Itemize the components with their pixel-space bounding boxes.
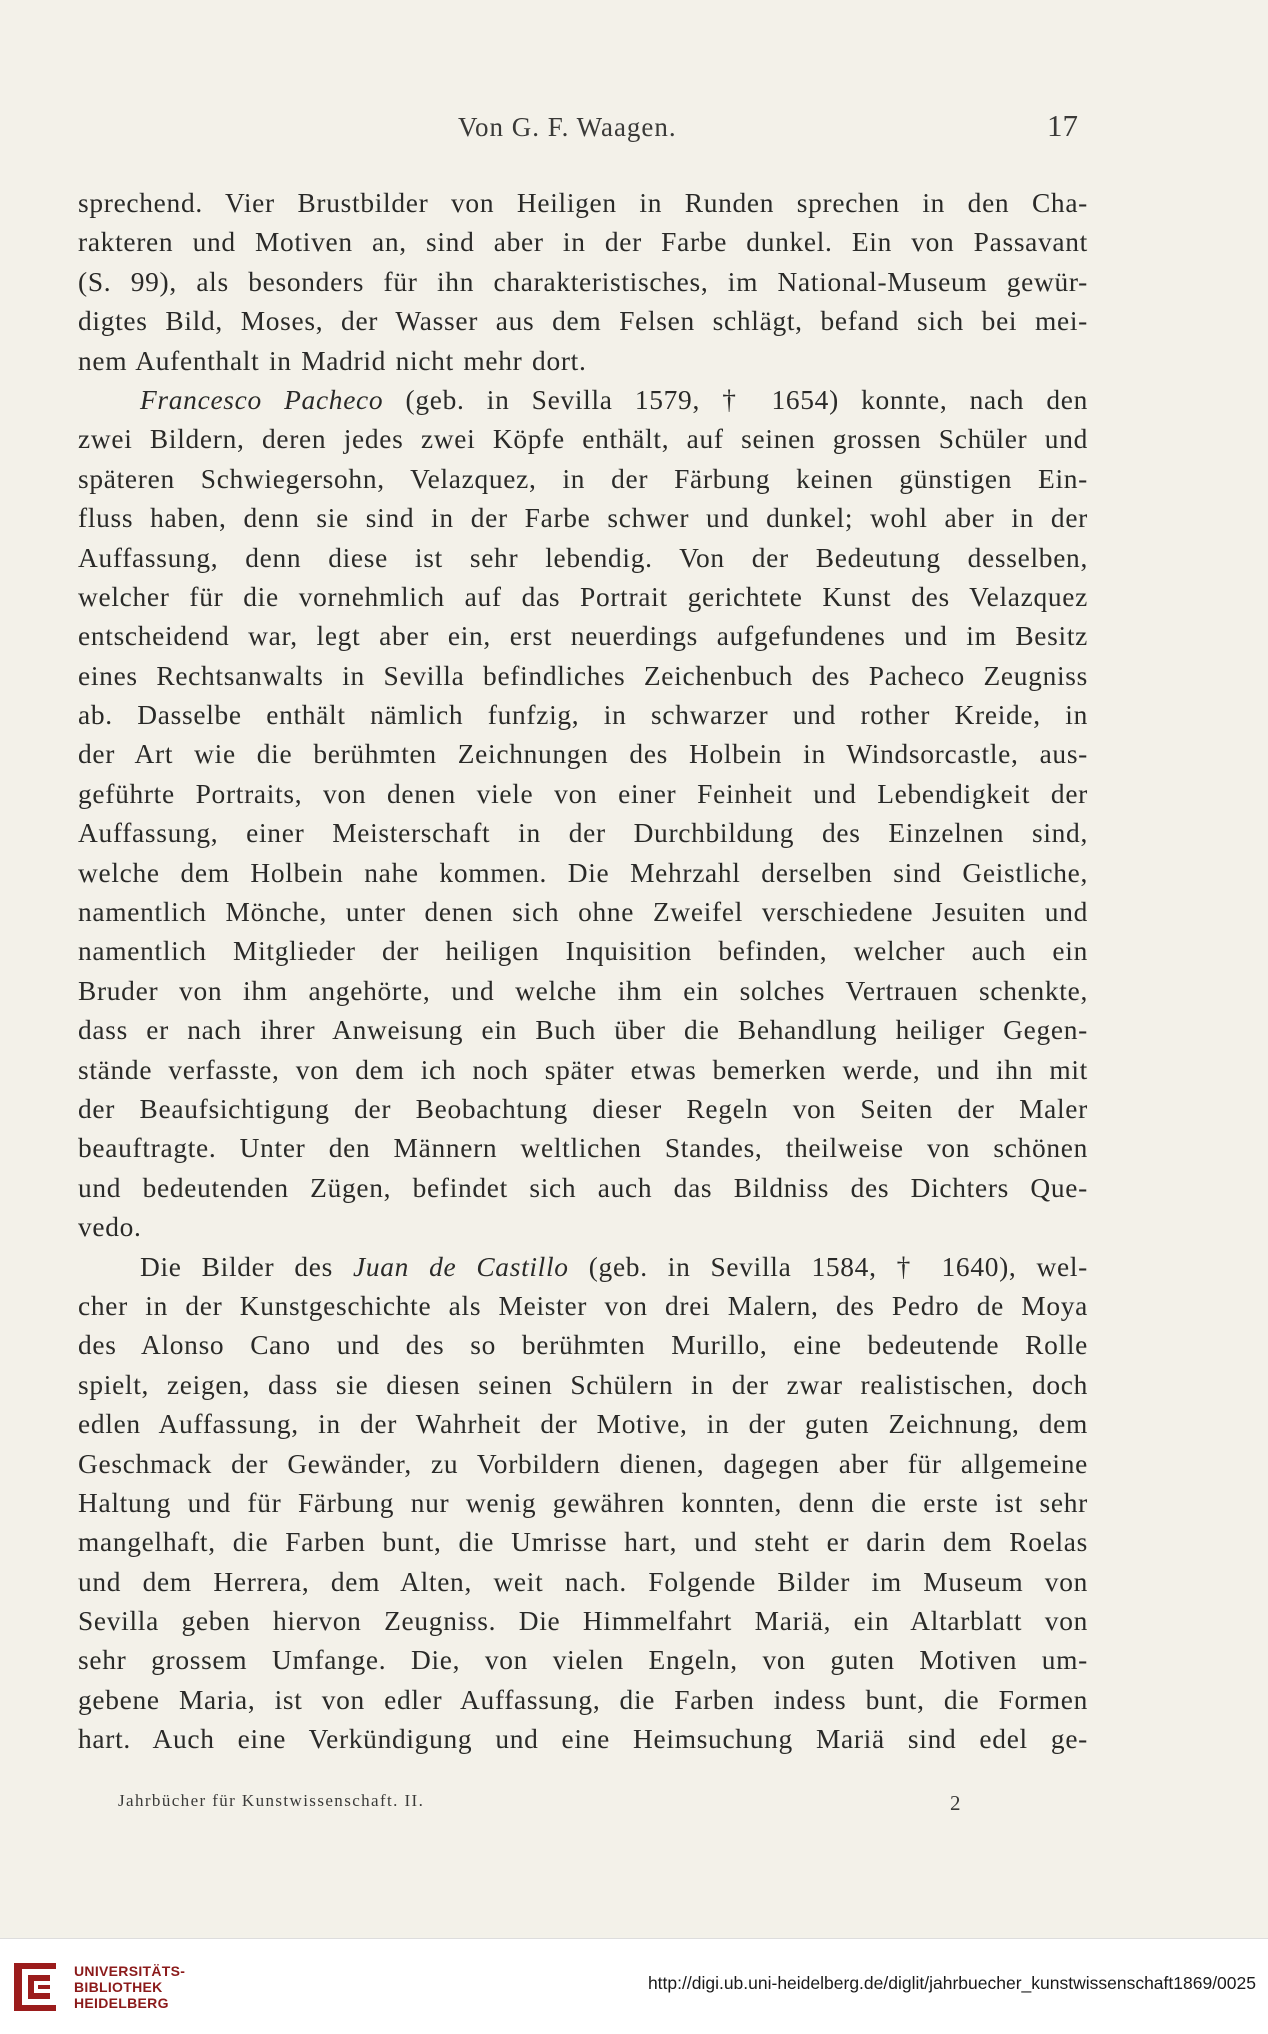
page-number: 17 [1047, 108, 1078, 143]
text-line: eines Rechtsanwalts in Sevilla befindliches Zeichenbuch des Pacheco Zeugniss [78, 660, 1088, 691]
text-line: entscheidend war, legt aber ein, erst neuerdings aufgefundenes und im Besitz [78, 621, 1088, 652]
text-line: Sevilla geben hiervon Zeugniss. Die Himmelfahrt Mariä, ein Altarblatt von [78, 1606, 1088, 1637]
text-line: der Beaufsichtigung der Beobachtung dieser Regeln von Seiten der Maler [78, 1093, 1088, 1124]
line-pre: Die Bilder des [140, 1251, 353, 1282]
text-line: stände verfasste, von dem ich noch später etwas bemerken werde, und ihn mit [78, 1054, 1088, 1085]
text-line: Bruder von ihm angehörte, und welche ihm ein solches Vertrauen schenkte, [78, 975, 1088, 1006]
text-line: fluss haben, denn sie sind in der Farbe schwer und dunkel; wohl aber in der [78, 503, 1088, 534]
text-line: sehr grossem Umfange. Die, von vielen Engeln, von guten Motiven um- [78, 1645, 1088, 1676]
journal-title: Jahrbücher für Kunstwissenschaft. II. [118, 1791, 425, 1810]
running-title: Von G. F. Waagen. [458, 112, 677, 142]
italic-name: Francesco Pacheco [140, 384, 384, 415]
text-line: edlen Auffassung, in der Wahrheit der Motive, in der guten Zeichnung, dem [78, 1409, 1088, 1440]
text-line: dass er nach ihrer Anweisung ein Buch über die Behandlung heiliger Gegen- [78, 1015, 1088, 1046]
library-logo-icon [10, 1959, 60, 2015]
library-name [74, 1963, 185, 2011]
library-bar [0, 1938, 1268, 2034]
text-line: welcher für die vornehmlich auf das Portrait gerichtete Kunst des Velazquez [78, 581, 1088, 612]
library-name-line: BIBLIOTHEK [74, 1979, 163, 1995]
text-line: des Alonso Cano und des so berühmten Murillo, eine bedeutende Rolle [78, 1330, 1088, 1361]
text-line: Auffassung, denn diese ist sehr lebendig. Von der Bedeutung desselben, [78, 542, 1088, 573]
text-line: mangelhaft, die Farben bunt, die Umrisse hart, und steht er darin dem Roelas [78, 1527, 1088, 1558]
text-line: nem Aufenthalt in Madrid nicht mehr dort. [78, 345, 587, 376]
text-line: digtes Bild, Moses, der Wasser aus dem Felsen schlägt, befand sich bei mei- [78, 306, 1088, 337]
text-line: ab. Dasselbe enthält nämlich funfzig, in schwarzer und rother Kreide, in [78, 700, 1088, 731]
text-line-with-name [78, 1248, 1088, 1287]
text-line: (S. 99), als besonders für ihn charakteristisches, im National-Museum gewür- [78, 266, 1088, 297]
text-line: und dem Herrera, dem Alten, weit nach. Folgende Bilder im Museum von [78, 1566, 1088, 1597]
text-line: hart. Auch eine Verkündigung und eine Heimsuchung Mariä sind edel ge- [78, 1724, 1088, 1755]
text-line: namentlich Mönche, unter denen sich ohne Zweifel verschiedene Jesuiten und [78, 897, 1088, 928]
text-line: sprechend. Vier Brustbilder von Heiligen in Runden sprechen in den Cha- [78, 188, 1088, 218]
text-line: geführte Portraits, von denen viele von einer Feinheit und Lebendigkeit der [78, 778, 1088, 809]
text-line: und bedeutenden Zügen, befindet sich auch das Bildniss des Dichters Que- [78, 1172, 1088, 1203]
text-line: gebene Maria, ist von edler Auffassung, die Farben indess bunt, die Formen [78, 1684, 1088, 1715]
text-line: Haltung und für Färbung nur wenig gewähren konnten, denn die erste ist sehr [78, 1487, 1088, 1518]
library-name-line: UNIVERSITÄTS- [74, 1963, 186, 1979]
text-line: welche dem Holbein nahe kommen. Die Mehrzahl derselben sind Geistliche, [78, 857, 1088, 888]
line-rest: (geb. in Sevilla 1579, † 1654) konnte, nach den [383, 384, 1088, 415]
text-line: Auffassung, einer Meisterschaft in der Durchbildung des Einzelnen sind, [78, 818, 1088, 849]
page-footer [118, 1791, 978, 1827]
text-line: rakteren und Motiven an, sind aber in der Farbe dunkel. Ein von Passavant [78, 227, 1088, 258]
source-url-link[interactable]: http://digi.ub.uni-heidelberg.de/diglit/jahrbuecher_kunstwissenschaft1869/0025 [647, 1973, 1256, 1993]
text-line: Geschmack der Gewänder, zu Vorbildern dienen, dagegen aber für allgemeine [78, 1448, 1088, 1479]
text-line-with-name [78, 381, 1088, 420]
text-line: cher in der Kunstgeschichte als Meister von drei Malern, des Pedro de Moya [78, 1290, 1088, 1321]
text-line: namentlich Mitglieder der heiligen Inquisition befinden, welcher auch ein [78, 936, 1088, 967]
text-line: spielt, zeigen, dass sie diesen seinen Schülern in der zwar realistischen, doch [78, 1369, 1088, 1400]
text-line: späteren Schwiegersohn, Velazquez, in der Färbung keinen günstigen Ein- [78, 463, 1088, 494]
italic-name: Juan de Castillo [353, 1251, 569, 1282]
library-name-line: HEIDELBERG [74, 1995, 169, 2011]
text-line: beauftragte. Unter den Männern weltlichen Standes, theilweise von schönen [78, 1133, 1088, 1164]
text-line: vedo. [78, 1212, 142, 1243]
text-line: der Art wie die berühmten Zeichnungen des Holbein in Windsorcastle, aus- [78, 739, 1088, 770]
body-text [78, 184, 1088, 1760]
page-header [78, 108, 1078, 148]
line-rest: (geb. in Sevilla 1584, † 1640), wel- [568, 1251, 1088, 1282]
text-line: zwei Bildern, deren jedes zwei Köpfe enthält, auf seinen grossen Schüler und [78, 424, 1088, 455]
sheet-signature: 2 [950, 1791, 961, 1815]
